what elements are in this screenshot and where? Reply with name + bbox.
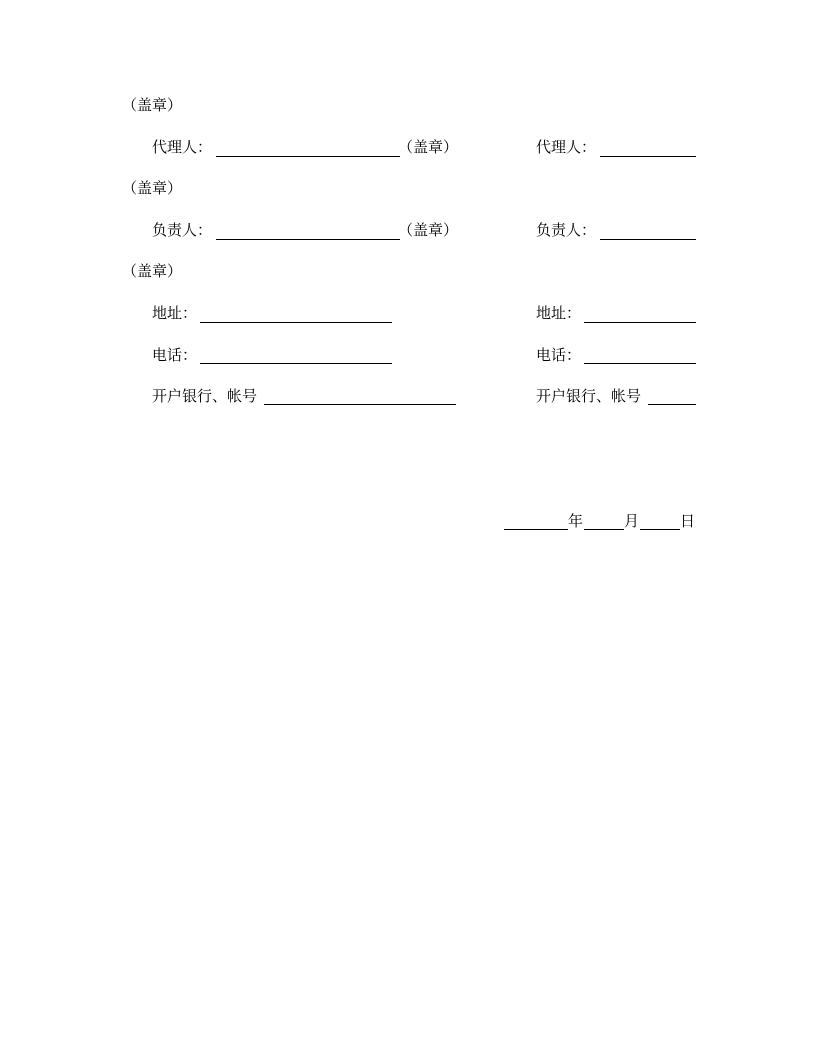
- right-responsible-label: 负责人：: [536, 221, 597, 239]
- left-bank-line[interactable]: [264, 404, 456, 405]
- right-phone-label: 电话：: [536, 346, 582, 364]
- date-month-label: 月: [624, 512, 640, 530]
- date-day-label: 日: [680, 512, 696, 530]
- left-bank-label: 开户银行、帐号: [152, 387, 258, 405]
- left-address-line[interactable]: [200, 322, 392, 323]
- right-responsible-line[interactable]: [600, 239, 696, 240]
- right-bank-line[interactable]: [648, 404, 696, 405]
- left-agent-line[interactable]: [216, 156, 400, 157]
- right-agent-label: 代理人：: [536, 138, 597, 156]
- left-agent-stamp: （盖章）: [398, 138, 459, 156]
- right-agent-line[interactable]: [600, 156, 696, 157]
- right-address-label: 地址：: [536, 304, 582, 322]
- left-responsible-label: 负责人：: [152, 221, 213, 239]
- left-phone-label: 电话：: [152, 346, 198, 364]
- date-year-line[interactable]: [504, 529, 568, 530]
- date-day-line[interactable]: [640, 529, 680, 530]
- right-bank-label: 开户银行、帐号: [536, 387, 642, 405]
- stamp-label-2: （盖章）: [122, 179, 183, 197]
- stamp-label-1: （盖章）: [122, 96, 183, 114]
- date-year-label: 年: [568, 512, 584, 530]
- left-phone-line[interactable]: [200, 363, 392, 364]
- left-agent-label: 代理人：: [152, 138, 213, 156]
- date-month-line[interactable]: [584, 529, 624, 530]
- stamp-label-3: （盖章）: [122, 262, 183, 280]
- left-responsible-stamp: （盖章）: [398, 221, 459, 239]
- right-phone-line[interactable]: [584, 363, 696, 364]
- left-address-label: 地址：: [152, 304, 198, 322]
- right-address-line[interactable]: [584, 322, 696, 323]
- left-responsible-line[interactable]: [216, 239, 400, 240]
